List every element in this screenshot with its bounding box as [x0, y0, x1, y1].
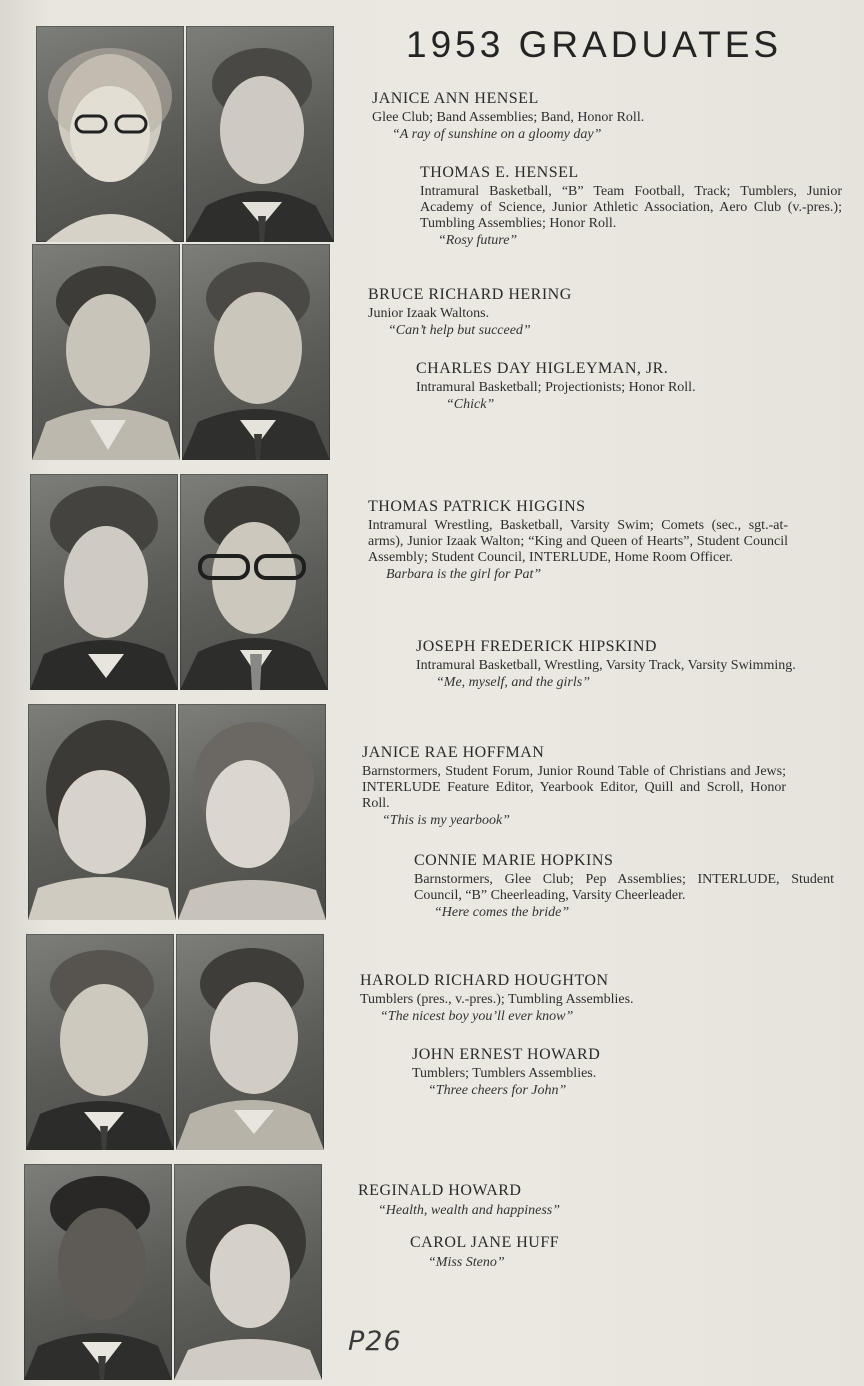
graduate-name: THOMAS PATRICK HIGGINS [368, 498, 586, 515]
graduate-quote: “Me, myself, and the girls” [436, 675, 590, 690]
graduate-quote: “Health, wealth and happiness” [378, 1203, 561, 1218]
graduate-name: CAROL JANE HUFF [410, 1234, 560, 1251]
portrait-carol-jane-huff [174, 1164, 322, 1380]
graduate-quote: “Can’t help but succeed” [388, 323, 531, 338]
graduate-activities: Intramural Basketball, “B” Team Football, Track; Tumblers, Junior Academy of Science, Junior Athletic Association, Aero Club (v.-pres.); Tumbling Assemblies; Honor Roll. [420, 184, 842, 231]
portrait-reginald-howard [24, 1164, 172, 1380]
graduate-name: CONNIE MARIE HOPKINS [414, 852, 614, 869]
graduate-activities: Intramural Basketball, Wrestling, Varsity Track, Varsity Swimming. [416, 658, 796, 673]
graduate-quote: “Chick” [446, 397, 495, 412]
graduate-name: JANICE RAE HOFFMAN [362, 744, 545, 761]
graduate-quote: “Here comes the bride” [434, 905, 570, 920]
graduate-quote: “A ray of sunshine on a gloomy day” [392, 127, 602, 142]
graduate-entry-connie-marie-hopkins [414, 852, 834, 922]
graduate-activities: Barnstormers, Student Forum, Junior Round Table of Christians and Jews; INTERLUDE Feature Editor, Yearbook Editor, Quill and Scroll, Honor Roll. [362, 764, 786, 811]
portrait-column [0, 0, 340, 1386]
graduate-name: JOHN ERNEST HOWARD [412, 1046, 601, 1063]
portrait-thomas-patrick-higgins [30, 474, 178, 690]
graduate-activities: Barnstormers, Glee Club; Pep Assemblies; INTERLUDE, Student Council, “B” Cheerleading, Varsity Cheerleader. [414, 872, 834, 903]
graduate-entry-harold-richard-houghton [360, 972, 830, 1026]
graduate-activities: Tumblers; Tumblers Assemblies. [412, 1066, 597, 1081]
portrait-john-ernest-howard [176, 934, 324, 1150]
graduate-name: REGINALD HOWARD [358, 1182, 522, 1199]
graduate-name: HAROLD RICHARD HOUGHTON [360, 972, 609, 989]
portrait-charles-day-higleyman [182, 244, 330, 460]
graduate-entry-reginald-howard [358, 1182, 842, 1220]
graduate-quote: “This is my yearbook” [382, 813, 510, 828]
graduate-quote: “The nicest boy you’ll ever know” [380, 1009, 574, 1024]
graduate-entry-carol-jane-huff [410, 1234, 864, 1272]
graduate-entry-janice-ann-hensel [372, 90, 856, 144]
graduate-name: JANICE ANN HENSEL [372, 90, 539, 107]
graduate-activities: Intramural Wrestling, Basketball, Varsity Swim; Comets (sec., sgt.-at-arms), Junior Izaak Walton; “King and Queen of Hearts”, Student Council Assembly; Student Council, INTERLUDE, Home Room Officer. [368, 518, 788, 565]
graduate-activities: Tumblers (pres., v.-pres.); Tumbling Assemblies. [360, 992, 634, 1007]
graduate-name: THOMAS E. HENSEL [420, 164, 579, 181]
portrait-janice-rae-hoffman [28, 704, 176, 920]
graduate-activities: Junior Izaak Waltons. [368, 306, 490, 321]
graduate-entry-john-ernest-howard [412, 1046, 832, 1100]
graduate-quote: Barbara is the girl for Pat” [386, 567, 542, 582]
portrait-thomas-e-hensel [186, 26, 334, 242]
graduate-quote: “Miss Steno” [428, 1255, 505, 1270]
portrait-bruce-richard-hering [32, 244, 180, 460]
portrait-connie-marie-hopkins [178, 704, 326, 920]
graduate-quote: “Three cheers for John” [428, 1083, 567, 1098]
graduate-name: JOSEPH FREDERICK HIPSKIND [416, 638, 657, 655]
portrait-joseph-frederick-hipskind [180, 474, 328, 690]
graduate-name: CHARLES DAY HIGLEYMAN, JR. [416, 360, 669, 377]
graduate-entry-janice-rae-hoffman [362, 744, 786, 830]
graduate-entry-joseph-frederick-hipskind [416, 638, 840, 692]
graduate-activities: Intramural Basketball; Projectionists; Honor Roll. [416, 380, 696, 395]
page-title: 1953 GRADUATES [406, 24, 783, 65]
graduate-entry-charles-day-higleyman [416, 360, 840, 414]
portrait-janice-ann-hensel [36, 26, 184, 242]
graduate-entry-thomas-e-hensel [420, 164, 842, 250]
graduate-quote: “Rosy future” [438, 233, 518, 248]
graduate-entry-thomas-patrick-higgins [368, 498, 788, 584]
graduate-entry-bruce-richard-hering [368, 286, 852, 340]
graduate-activities: Glee Club; Band Assemblies; Band, Honor Roll. [372, 110, 645, 125]
page-number: P26 [348, 1326, 402, 1357]
graduate-name: BRUCE RICHARD HERING [368, 286, 572, 303]
portrait-harold-richard-houghton [26, 934, 174, 1150]
